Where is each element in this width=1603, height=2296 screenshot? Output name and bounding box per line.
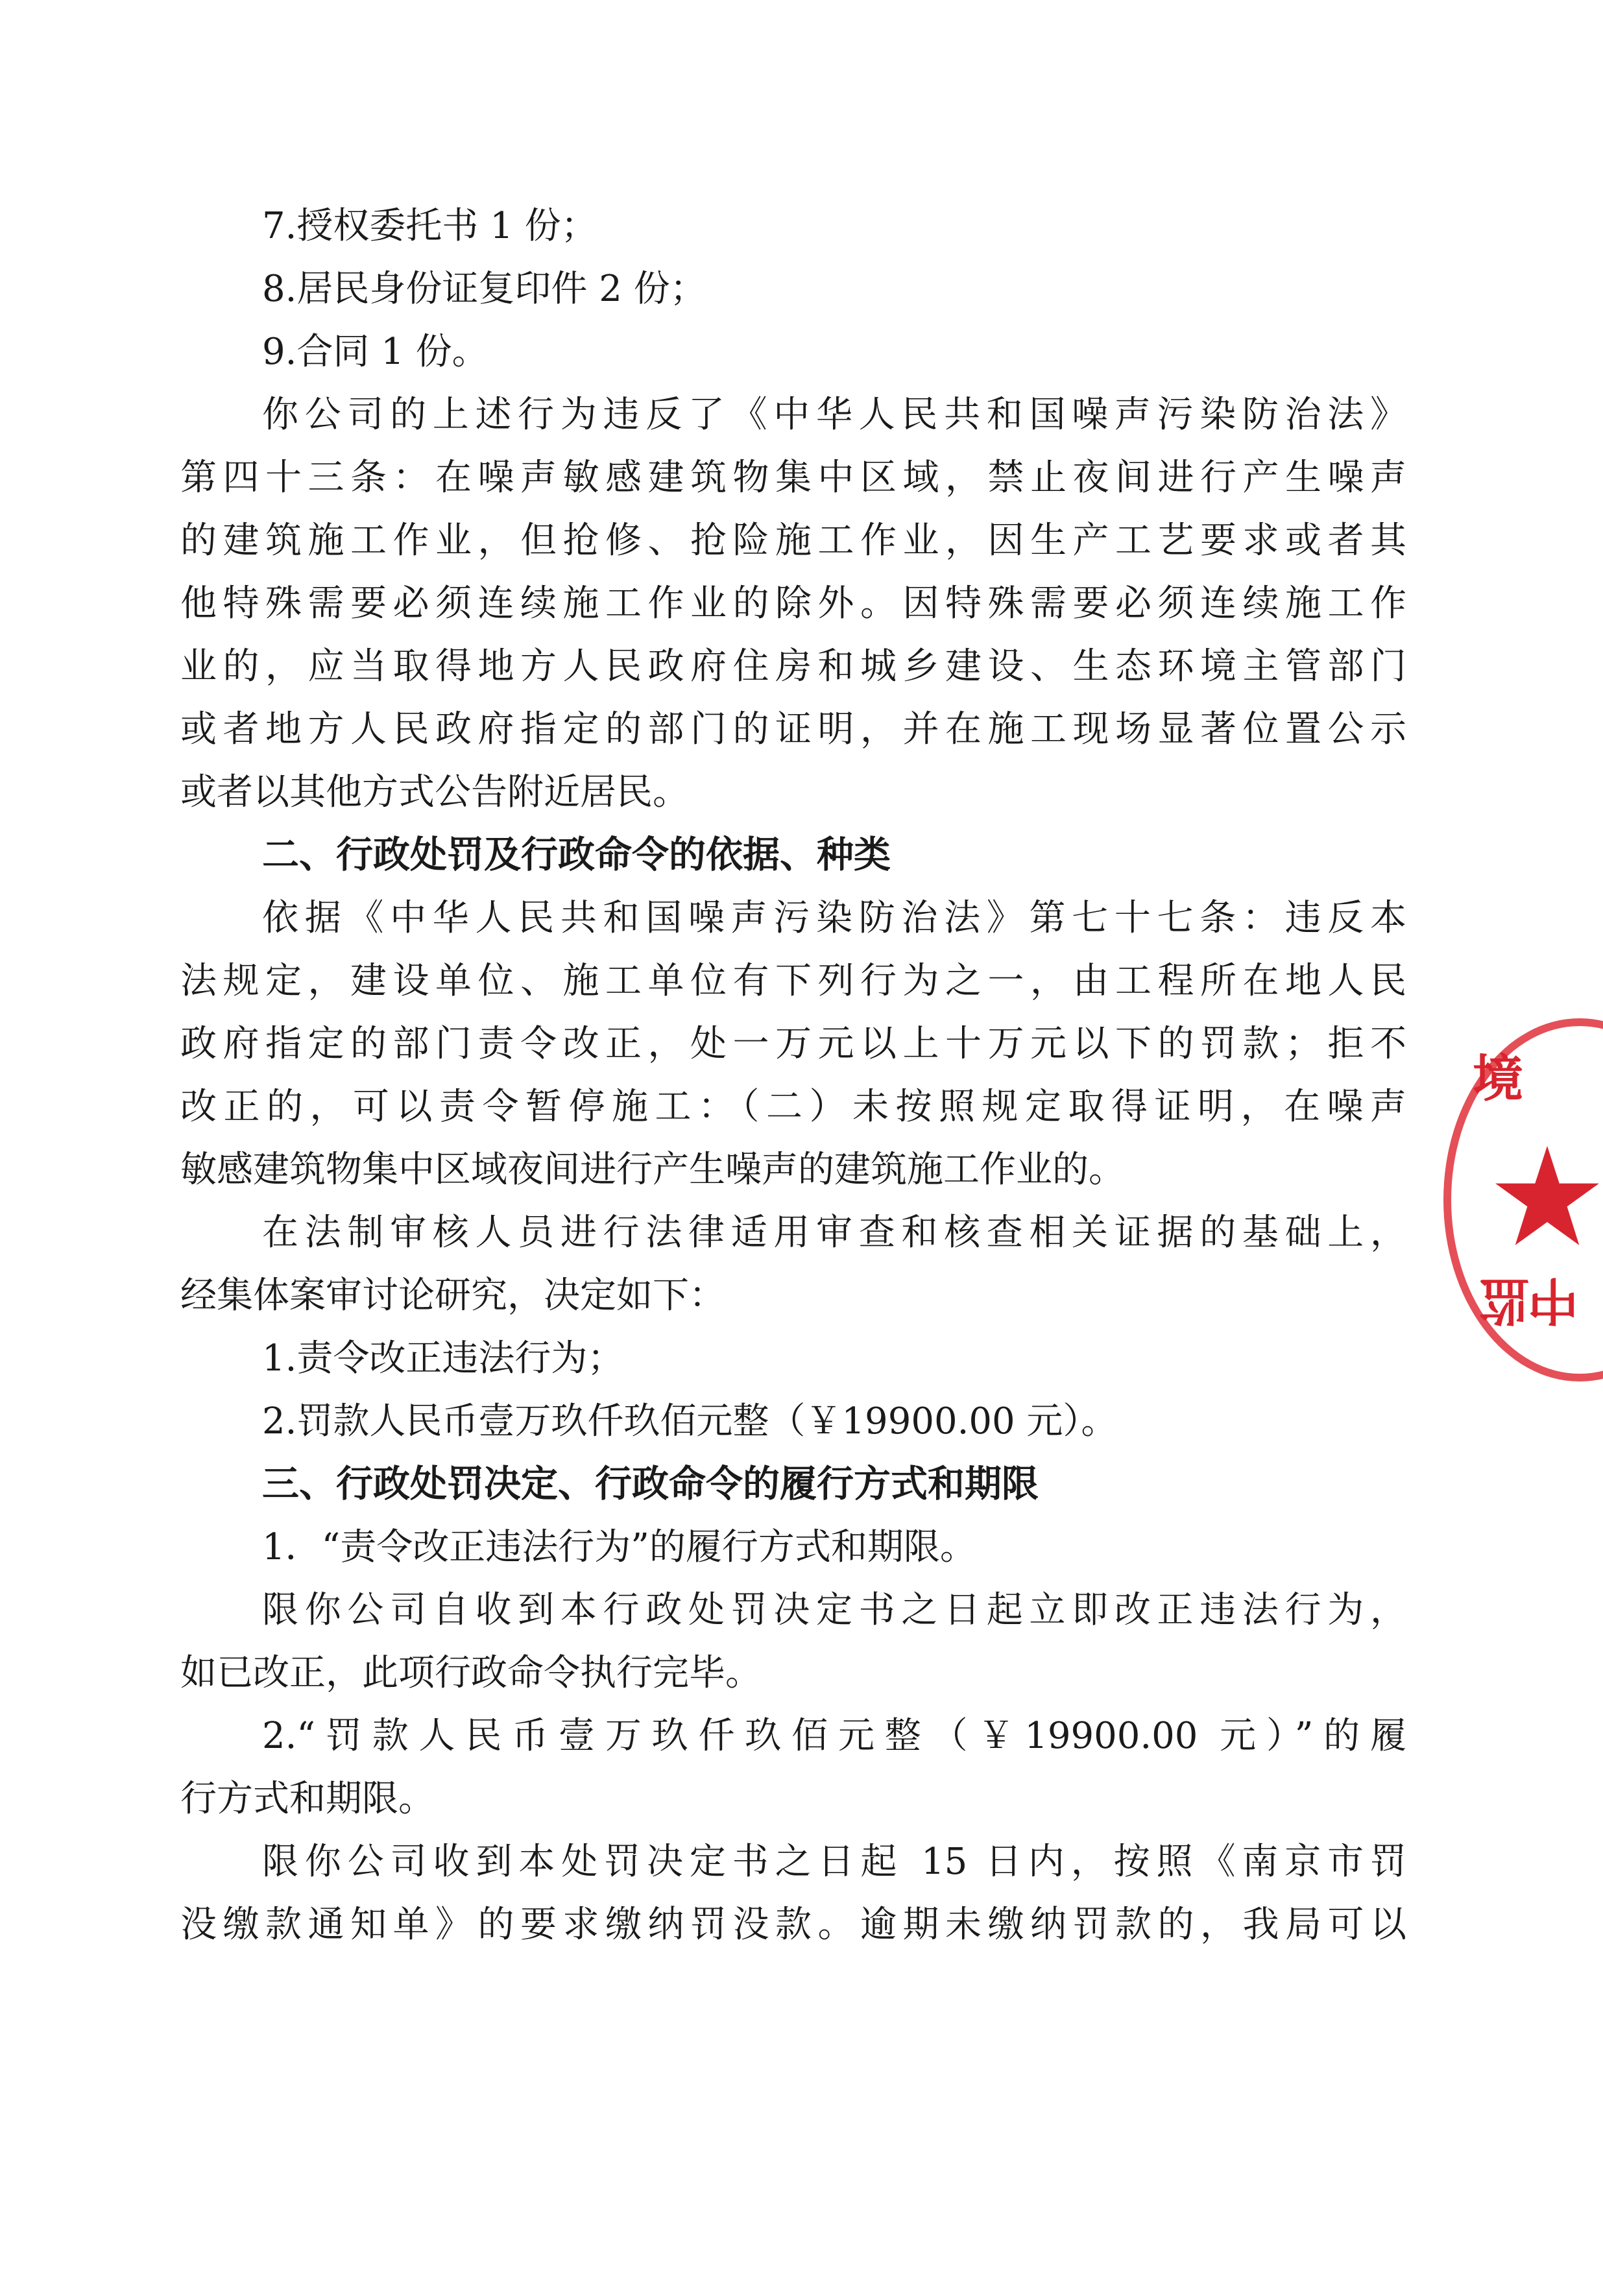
violation-paragraph-line: 或者以其他方式公告附近居民。 xyxy=(180,771,689,813)
decision-item-1: 1.责令改正违法行为； xyxy=(262,1337,624,1380)
seal-char: 监 xyxy=(1479,1271,1530,1329)
payment-paragraph-line: 限你公司收到本处罚决定书之日起 15 日内，按照《南京市罚 xyxy=(262,1841,1406,1883)
decision-item-2: 2.罚款人民币壹万玖仟玖佰元整（￥19900.00 元）。 xyxy=(262,1400,1118,1442)
basis-paragraph-line: 依据《中华人民共和国噪声污染防治法》第七十七条：违反本 xyxy=(262,897,1406,939)
subsection-1-paragraph-line: 限你公司自收到本行政处罚决定书之日起立即改正违法行为， xyxy=(262,1589,1406,1631)
violation-paragraph-line: 第四十三条：在噪声敏感建筑物集中区域，禁止夜间进行产生噪声 xyxy=(180,457,1406,499)
violation-paragraph-line: 你公司的上述行为违反了《中华人民共和国噪声污染防治法》 xyxy=(262,394,1406,436)
attachment-item-8: 8.居民身份证复印件 2 份； xyxy=(262,268,706,310)
seal-char: 境 xyxy=(1473,1050,1524,1108)
payment-paragraph-line: 没缴款通知单》的要求缴纳罚没款。逾期未缴纳罚款的，我局可以 xyxy=(180,1904,1406,1946)
basis-paragraph-line: 政府指定的部门责令改正，处一万元以上十万元以下的罚款；拒不 xyxy=(180,1023,1406,1065)
review-paragraph-line: 在法制审核人员进行法律适用审查和核查相关证据的基础上， xyxy=(262,1212,1406,1254)
attachment-item-9: 9.合同 1 份。 xyxy=(262,331,488,373)
basis-paragraph-line: 敏感建筑物集中区域夜间进行产生噪声的建筑施工作业的。 xyxy=(180,1149,1125,1191)
violation-paragraph-line: 或者地方人民政府指定的部门的证明，并在施工现场显著位置公示 xyxy=(180,708,1406,750)
violation-paragraph-line: 业的，应当取得地方人民政府住房和城乡建设、生态环境主管部门 xyxy=(180,645,1406,688)
section-heading-2: 二、行政处罚及行政命令的依据、种类 xyxy=(262,833,891,876)
attachment-item-7: 7.授权委托书 1 份； xyxy=(262,205,597,247)
document-body xyxy=(180,195,1406,1956)
subsection-2-title: 行方式和期限。 xyxy=(180,1778,435,1820)
seal-char: 中 xyxy=(1528,1271,1579,1329)
review-paragraph-line: 经集体案审讨论研究，决定如下： xyxy=(180,1274,725,1317)
basis-paragraph-line: 改正的，可以责令暂停施工：（二）未按照规定取得证明，在噪声 xyxy=(180,1086,1406,1128)
seal-star-icon xyxy=(1492,1142,1602,1252)
subsection-1-paragraph-line: 如已改正，此项行政命令执行完毕。 xyxy=(180,1652,762,1694)
violation-paragraph-line: 的建筑施工作业，但抢修、抢险施工作业，因生产工艺要求或者其 xyxy=(180,520,1406,562)
basis-paragraph-line: 法规定，建设单位、施工单位有下列行为之一，由工程所在地人民 xyxy=(180,960,1406,1002)
subsection-1-title: 1．“责令改正违法行为”的履行方式和期限。 xyxy=(262,1526,976,1568)
section-heading-3: 三、行政处罚决定、行政命令的履行方式和期限 xyxy=(262,1463,1039,1505)
subsection-2-title: 2.“罚款人民币壹万玖仟玖佰元整（￥19900.00 元）”的履 xyxy=(262,1715,1406,1757)
violation-paragraph-line: 他特殊需要必须连续施工作业的除外。因特殊需要必须连续施工作 xyxy=(180,582,1406,625)
